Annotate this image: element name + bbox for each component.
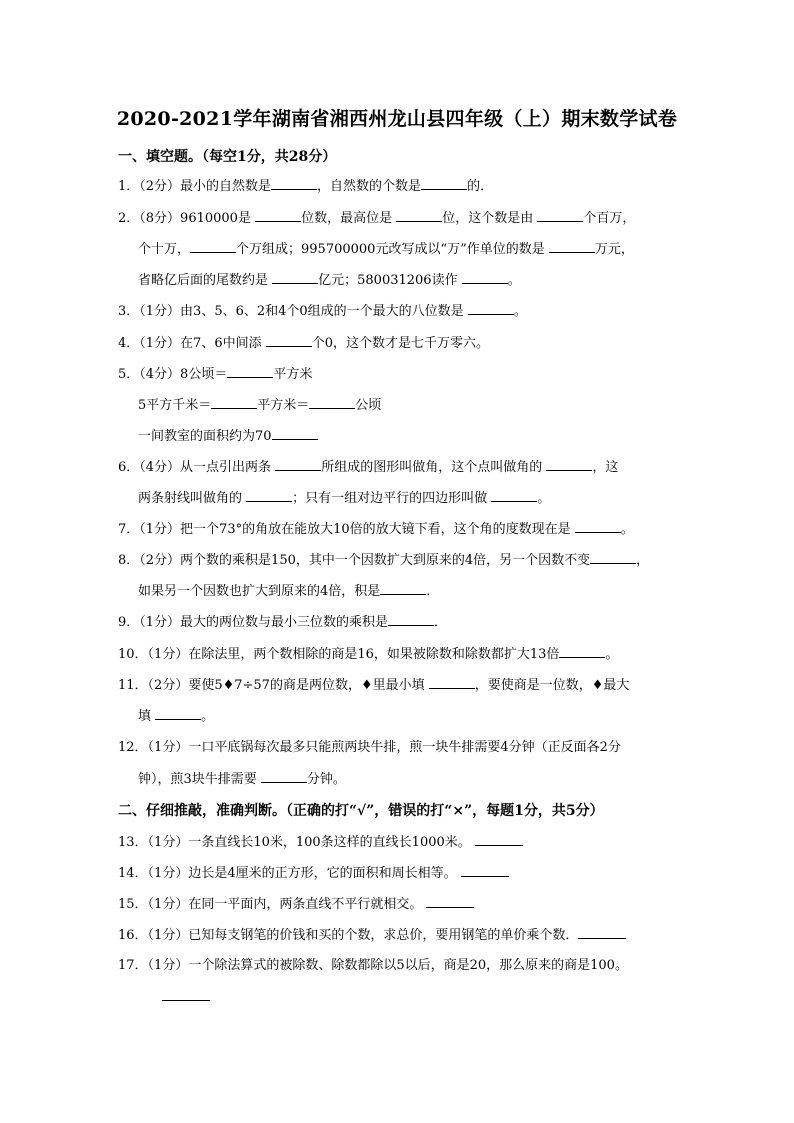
answer-blank[interactable] (421, 176, 467, 190)
question-7 (118, 519, 634, 540)
answer-blank[interactable] (309, 395, 355, 409)
answer-blank[interactable] (190, 239, 236, 253)
exam-title: 2020-2021学年湖南省湘西州龙山县四年级（上）期末数学试卷 (116, 108, 678, 130)
answer-blank[interactable] (429, 675, 475, 689)
question-text: 位，这个数是由 (442, 211, 538, 226)
question-2-line-2 (138, 239, 634, 260)
question-text: 4．（1分）在7、6中间添 (118, 336, 266, 351)
answer-blank[interactable] (468, 301, 514, 315)
question-2 (118, 208, 635, 229)
question-text: 分钟。 (306, 772, 346, 787)
answer-blank[interactable] (380, 581, 426, 595)
question-text: 5平方千米＝ (138, 398, 212, 413)
question-5-line-3 (138, 426, 318, 447)
question-text: 7．（1分）把一个73°的角放在能放大10倍的放大镜下看，这个角的度数现在是 (118, 522, 575, 537)
question-text: 一间教室的面积约为70 (138, 429, 272, 444)
answer-blank[interactable] (475, 832, 523, 846)
answer-blank[interactable] (559, 644, 605, 658)
question-text: ． (434, 615, 448, 630)
answer-blank[interactable] (272, 426, 318, 440)
question-text: 如果另一个因数也扩大到原来的4倍，积是 (138, 584, 381, 599)
question-11 (118, 675, 629, 696)
section-heading-true-false: 二、仔细推敲，准确判断。（正确的打“√”，错误的打“×”，每题1分，共5分） (118, 803, 604, 819)
question-text: 填 (138, 709, 156, 724)
answer-blank[interactable] (546, 457, 592, 471)
answer-blank[interactable] (227, 364, 273, 378)
question-text: 位数，最高位是 (301, 211, 397, 226)
answer-blank[interactable] (266, 333, 312, 347)
question-text: 的． (467, 179, 494, 194)
answer-blank[interactable] (461, 863, 509, 877)
answer-blank[interactable] (537, 208, 583, 222)
question-text: 个百万， (583, 211, 636, 226)
question-text: 11．（2分）要使5♦7÷57的商是两位数，♦里最小填 (118, 678, 429, 693)
answer-blank[interactable] (462, 270, 508, 284)
question-text: 5．（4分）8公顷＝ (118, 367, 228, 382)
question-text: 省略亿后面的尾数约是 (138, 273, 273, 288)
question-text: 14．（1分）边长是4厘米的正方形，它的面积和周长相等。 (118, 866, 461, 881)
question-text: 平方米＝ (257, 398, 310, 413)
question-text: ． (426, 584, 440, 599)
question-17-line-2 (162, 987, 210, 1008)
question-text: ，这 (592, 460, 619, 475)
question-5-line-2 (138, 395, 381, 416)
question-text: 两条射线叫做角的 (138, 491, 247, 506)
question-13 (118, 832, 523, 853)
question-text: 1．（2分）最小的自然数是 (118, 179, 272, 194)
question-3 (118, 301, 527, 322)
question-text: 8．（2分）两个数的乘积是150，其中一个因数扩大到原来的4倍，另一个因数不变 (118, 553, 591, 568)
answer-blank[interactable] (255, 208, 301, 222)
question-text: 亿元；580031206读作 (318, 273, 462, 288)
answer-blank[interactable] (246, 488, 292, 502)
question-text: 3．（1分）由3、5、6、2和4个0组成的一个最大的八位数是 (118, 304, 468, 319)
question-text: 17．（1分）一个除法算式的被除数、除数都除以5以后，商是20，那么原来的商是100。 (118, 958, 628, 973)
answer-blank[interactable] (162, 987, 210, 1001)
question-11-line-2 (138, 706, 214, 727)
question-text: 13．（1分）一条直线长10米，100条这样的直线长1000米。 (118, 835, 475, 850)
question-text: ，自然数的个数是 (317, 179, 422, 194)
question-text: 公顷 (355, 398, 382, 413)
answer-blank[interactable] (491, 488, 537, 502)
answer-blank[interactable] (578, 925, 626, 939)
question-text: 万元， (594, 242, 634, 257)
question-text: 。 (201, 709, 215, 724)
answer-blank[interactable] (590, 550, 636, 564)
question-9 (118, 612, 447, 633)
answer-blank[interactable] (211, 395, 257, 409)
answer-blank[interactable] (426, 894, 474, 908)
question-16 (118, 925, 626, 946)
answer-blank[interactable] (575, 519, 621, 533)
question-text: 10．（1分）在除法里，两个数相除的商是16，如果被除数和除数都扩大13倍 (118, 647, 560, 662)
question-2-line-3 (138, 270, 521, 291)
question-text: 所组成的图形叫做角，这个点叫做角的 (321, 460, 547, 475)
question-6 (118, 457, 618, 478)
question-text: 12．（1分）一口平底锅每次最多只能煎两块牛排，煎一块牛排需要4分钟（正反面各2分 (118, 740, 621, 755)
answer-blank[interactable] (388, 612, 434, 626)
question-text: 平方米 (273, 367, 313, 382)
question-text: 。 (513, 304, 527, 319)
question-1 (118, 176, 493, 197)
answer-blank[interactable] (396, 208, 442, 222)
answer-blank[interactable] (261, 769, 307, 783)
question-text: 。 (620, 522, 634, 537)
question-text: 。 (605, 647, 619, 662)
question-text: 。 (507, 273, 521, 288)
question-15 (118, 894, 474, 915)
question-5 (118, 364, 312, 385)
answer-blank[interactable] (271, 176, 317, 190)
question-text: 15．（1分）在同一平面内，两条直线不平行就相交。 (118, 897, 427, 912)
question-10 (118, 644, 618, 665)
question-12-line-2 (138, 769, 346, 790)
question-12 (118, 738, 621, 758)
question-text: ，要使商是一位数，♦最大 (474, 678, 630, 693)
question-text: 2．（8分）9610000是 (118, 211, 256, 226)
question-17 (118, 956, 628, 976)
answer-blank[interactable] (549, 239, 595, 253)
question-text: 个0，这个数才是七千万零六。 (311, 336, 489, 351)
answer-blank[interactable] (272, 270, 318, 284)
section-heading-fill-blanks: 一、填空题。（每空1分，共28分） (118, 149, 337, 165)
question-8 (118, 550, 649, 571)
question-text: 个万组成；995700000元改写成以“万”作单位的数是 (236, 242, 549, 257)
answer-blank[interactable] (155, 706, 201, 720)
question-text: ；只有一组对边平行的四边形叫做 (292, 491, 492, 506)
question-14 (118, 863, 509, 884)
question-4 (118, 333, 489, 354)
question-text: 。 (537, 491, 551, 506)
question-text: 钟），煎3块牛排需要 (138, 772, 261, 787)
question-text: 9．（1分）最大的两位数与最小三位数的乘积是 (118, 615, 389, 630)
question-6-line-2 (138, 488, 550, 509)
answer-blank[interactable] (275, 457, 321, 471)
question-text: 个十万， (138, 242, 191, 257)
question-8-line-2 (138, 581, 439, 602)
question-text: 16．（1分）已知每支钢笔的价钱和买的个数，求总价，要用钢笔的单价乘个数． (118, 928, 579, 943)
question-text: ， (636, 553, 650, 568)
question-text: 6．（4分）从一点引出两条 (118, 460, 276, 475)
